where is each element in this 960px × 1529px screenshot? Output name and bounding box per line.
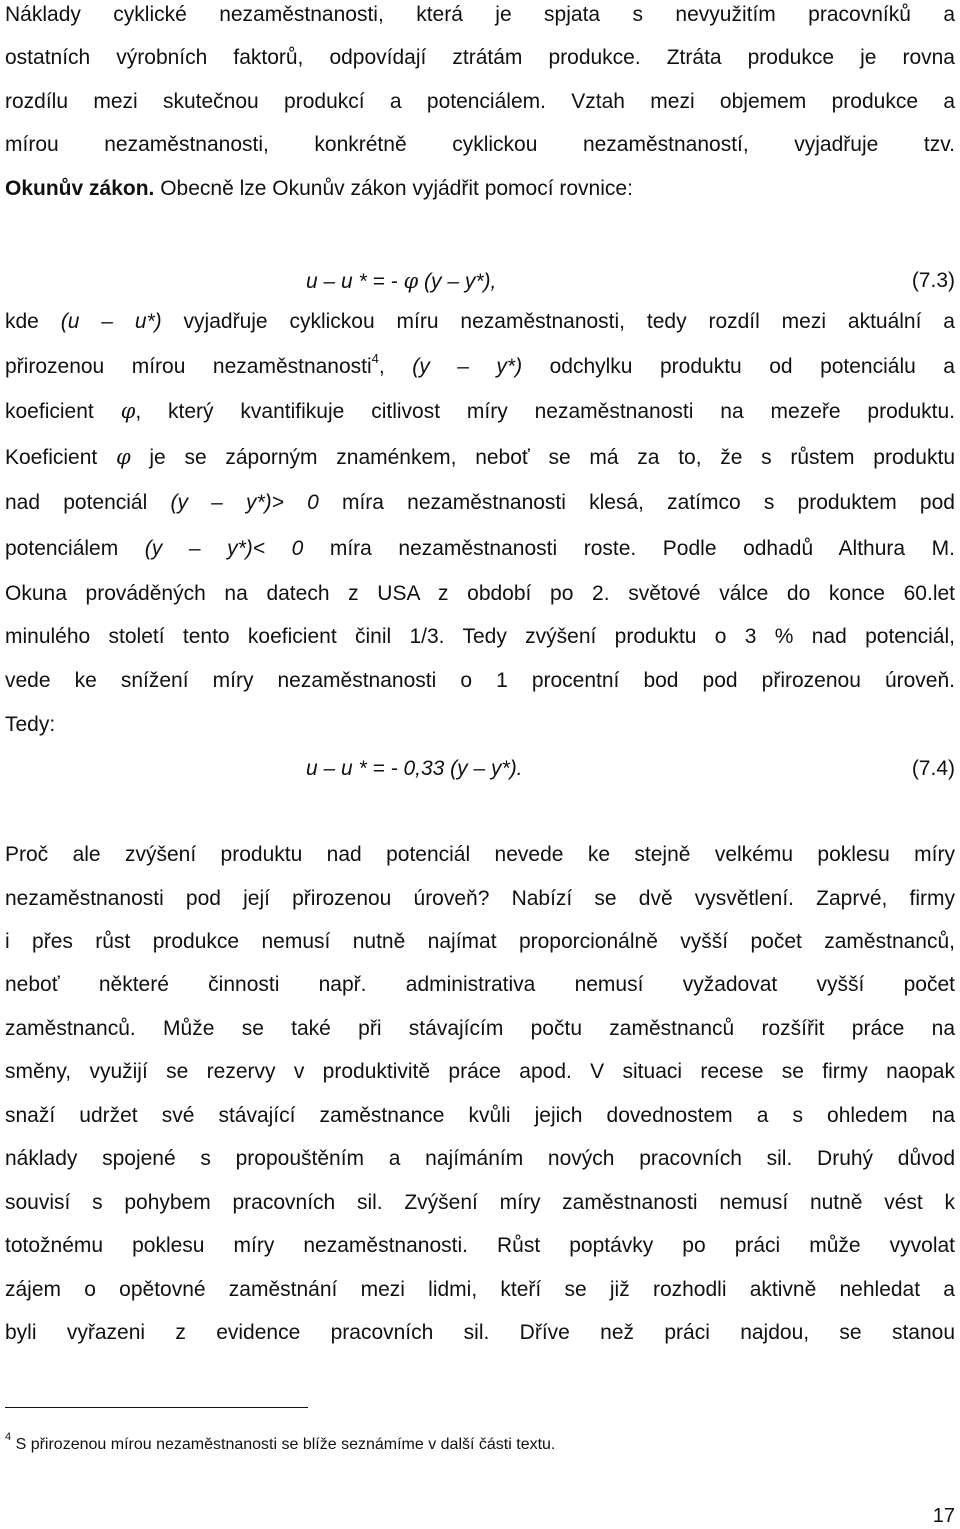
phi-symbol: φ (120, 399, 136, 423)
equation-lhs: u – u * = - (306, 270, 404, 293)
footnote (5, 1430, 556, 1457)
phi-symbol: φ (403, 269, 419, 293)
text-line: totožnému poklesu míry nezaměstnanosti. Růst poptávky po práci může vyvolat (5, 1234, 955, 1257)
math-expression: (u – u*) (60, 310, 162, 333)
math-expression: (y – y*)> 0 (170, 491, 319, 514)
text-line: mírou nezaměstnanosti, konkrétně cyklickou nezaměstnaností, vyjadřuje tzv. (5, 133, 955, 156)
text-span: , (378, 355, 413, 378)
text-line: Náklady cyklické nezaměstnanosti, která je spjata s nevyužitím pracovníků a (5, 3, 955, 26)
equation-7-4: u – u * = - 0,33 (y – y*). (306, 757, 523, 780)
text-line (5, 488, 955, 518)
text-line: vede ke snížení míry nezaměstnanosti o 1 procentní bod pod přirozenou úroveň. (5, 669, 955, 692)
text-line (5, 534, 955, 564)
equation-number-7-4: (7.4) (911, 757, 955, 780)
text-span: vyjadřuje cyklickou míru nezaměstnanosti, tedy rozdíl mezi aktuální a (161, 310, 955, 333)
math-expression: (y – y*)< 0 (144, 537, 304, 560)
text-line: směny, využijí se rezervy v produktivitě práce apod. V situaci recese se firmy naopak (5, 1060, 955, 1083)
text-line: snaží udržet své stávající zaměstnance kvůli jejich dovednostem a s ohledem na (5, 1104, 955, 1127)
text-line: souvisí s pohybem pracovních sil. Zvýšení míry zaměstnanosti nemusí nutně vést k (5, 1191, 955, 1214)
text-span: potenciálem (5, 537, 145, 560)
text-line: i přes růst produkce nemusí nutně najímat proporcionálně vyšší počet zaměstnanců, (5, 930, 955, 953)
equation-7-3 (306, 266, 496, 296)
text-span: Koeficient (5, 446, 116, 469)
text-span: odchylku produktu od potenciálu a (522, 355, 955, 378)
text-line: neboť některé činnosti např. administrativa nemusí vyžadovat vyšší počet (5, 973, 955, 996)
text-span: míra nezaměstnanosti roste. Podle odhadů Althura M. (303, 537, 955, 560)
text-span: je se záporným znaménkem, neboť se má za to, že s růstem produktu (130, 446, 955, 469)
text-span: přirozenou mírou nezaměstnanosti (5, 355, 372, 378)
text-span: nad potenciál (5, 491, 171, 514)
term-okun-law: Okunův zákon. (5, 177, 155, 200)
footnote-text: S přirozenou mírou nezaměstnanosti se blíže seznámíme v další části textu. (11, 1436, 556, 1453)
text-line: Okuna prováděných na datech z USA z období po 2. světové válce do konce 60.let (5, 582, 955, 605)
text-line (5, 352, 955, 382)
footnote-marker: 4 (5, 1430, 12, 1443)
text-line (5, 396, 955, 426)
text-span: Obecně lze Okunův zákon vyjádřit pomocí rovnice: (154, 177, 633, 200)
text-span: koeficient (5, 400, 121, 423)
text-line: nezaměstnanosti pod její přirozenou úroveň? Nabízí se dvě vysvětlení. Zaprvé, firmy (5, 887, 955, 910)
text-line: Tedy: (5, 713, 56, 736)
text-line (5, 174, 955, 204)
footnote-separator (5, 1407, 308, 1408)
phi-symbol: φ (115, 445, 131, 469)
text-line: Proč ale zvýšení produktu nad potenciál nevede ke stejně velkému poklesu míry (5, 843, 955, 866)
page-number: 17 (932, 1505, 955, 1527)
text-line: byli vyřazeni z evidence pracovních sil. Dříve než práci najdou, se stanou (5, 1321, 955, 1344)
text-span: kde (5, 310, 61, 333)
text-span: , který kvantifikuje citlivost míry nezaměstnanosti na mezeře produktu. (135, 400, 955, 423)
text-line: ostatních výrobních faktorů, odpovídají ztrátám produkce. Ztráta produkce je rovna (5, 46, 955, 69)
equation-number-7-3: (7.3) (911, 269, 955, 292)
text-line: minulého století tento koeficient činil 1/3. Tedy zvýšení produktu o 3 % nad potenciál, (5, 625, 955, 648)
text-line: zaměstnanců. Může se také při stávajícím počtu zaměstnanců rozšířit práce na (5, 1017, 955, 1040)
text-line (5, 307, 955, 337)
footnote-reference: 4 (371, 351, 379, 366)
text-line: náklady spojené s propouštěním a najímáním nových pracovních sil. Druhý důvod (5, 1147, 955, 1170)
math-expression: (y – y*) (412, 355, 523, 378)
text-line: rozdílu mezi skutečnou produkcí a potenciálem. Vztah mezi objemem produkce a (5, 90, 955, 113)
equation-rhs: (y – y*), (418, 270, 497, 293)
text-span: míra nezaměstnanosti klesá, zatímco s produktem pod (318, 491, 955, 514)
text-line: zájem o opětovné zaměstnání mezi lidmi, kteří se již rozhodli aktivně nehledat a (5, 1278, 955, 1301)
text-line (5, 442, 955, 472)
